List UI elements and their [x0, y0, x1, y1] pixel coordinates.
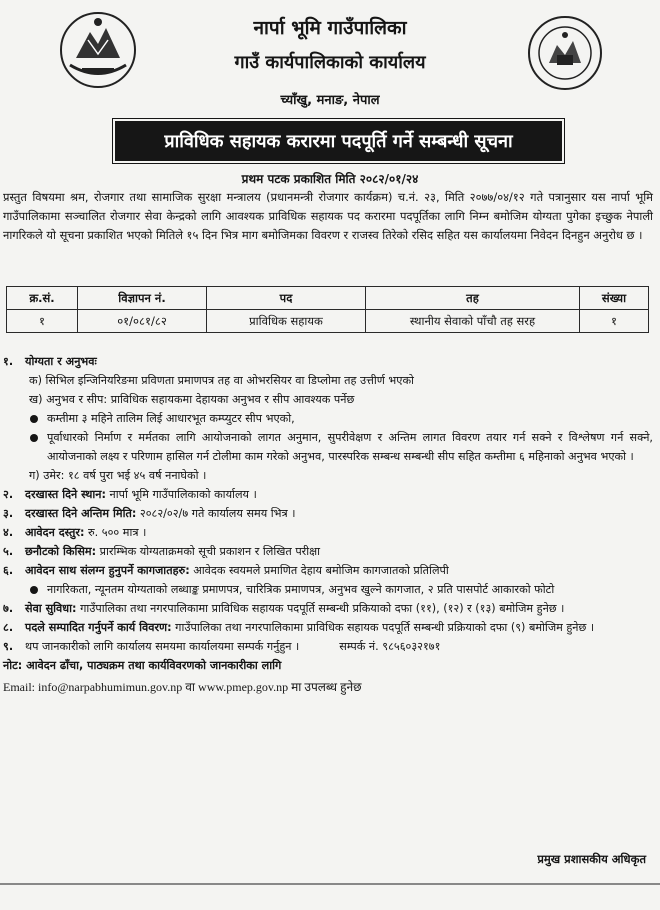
- col-post: पद: [207, 287, 366, 310]
- cell-level: स्थानीय सेवाको पाँचौ तह सरह: [366, 310, 580, 333]
- header: [0, 0, 660, 118]
- table-row: [7, 310, 649, 333]
- municipality-seal-icon: [527, 15, 603, 91]
- cell-post: प्राविधिक सहायक: [207, 310, 366, 333]
- section-selection: ५. छनौटको किसिम: प्रारम्भिक योग्यताक्रमको सूची प्रकाशन र लिखित परीक्षा: [3, 545, 321, 558]
- list-item: पूर्वाधारको निर्माण र मर्मतका लागि आयोजनाको लागत अनुमान, सुपरीवेक्षण र अन्तिम लागत विवरण तयार गर्न सक्ने र विश्लेषण गर्न सक्ने, आयोजनाको लक्ष्य र परिणाम हासिल गर्न टोलीमा काम गरेको अनुभव, पारस्परिक सम्बन्ध सम्बन्धी सीप सहित कम्तीमा ६ महिनाको अनुभव भएको ।: [3, 428, 653, 466]
- notice-sections: [3, 352, 653, 697]
- section-title: योग्यता र अनुभवः: [25, 355, 97, 368]
- office-name: गाउँ कार्यपालिकाको कार्यालय: [234, 52, 426, 73]
- cell-ad-number: ०१/०८१/८२: [78, 310, 207, 333]
- section-documents: ६. आवेदन साथ संलग्न हुनुपर्ने कागजातहरु: आवेदक स्वयमले प्रमाणित देहाय बमोजिम कागजातको प्रतिलिपी: [3, 564, 449, 577]
- cell-count: १: [580, 310, 649, 333]
- cell-serial: १: [7, 310, 78, 333]
- divider: [0, 883, 660, 885]
- contact-number: सम्पर्क नं. ९८५६०३२१७१: [339, 640, 441, 653]
- published-date: प्रथम पटक प्रकाशित मिति २०८२/०१/२४: [241, 172, 419, 186]
- col-serial: क्र.सं.: [7, 287, 78, 310]
- notice-title: प्राविधिक सहायक करारमा पदपूर्ति गर्ने सम्बन्धी सूचना: [115, 121, 562, 161]
- section-qualification: १. योग्यता र अनुभवः: [3, 355, 97, 368]
- section-fee: ४. आवेदन दस्तुर: रु. ५०० मात्र ।: [3, 526, 147, 539]
- qualification-c: ग) उमेर: १८ वर्ष पुरा भई ४५ वर्ष ननाघेको ।: [29, 469, 207, 482]
- col-ad-number: विज्ञापन नं.: [78, 287, 207, 310]
- qualification-a: क) सिभिल इन्जिनियरिङमा प्रविणता प्रमाणपत्र तह वा ओभरसियर वा डिप्लोमा तह उत्तीर्ण भएको: [29, 374, 414, 387]
- col-level: तह: [366, 287, 580, 310]
- email-line: Email: info@narpabhumimun.gov.np वा www.pmep.gov.np मा उपलब्ध हुनेछ: [3, 680, 362, 694]
- section-application-place: २. दरखास्त दिने स्थान: नार्पा भूमि गाउँपालिकाको कार्यालय ।: [3, 488, 257, 501]
- intro-paragraph: प्रस्तुत विषयमा श्रम, रोजगार तथा सामाजिक सुरक्षा मन्त्रालय (प्रधानमन्त्री रोजगार कार्यक्रम) च.नं. २३, मिति २०७७/०४/१२ गते पत्रानुसार यस नार्पा भूमि गाउँपालिकामा सञ्चालित रोजगार सेवा केन्द्रको लागि आवश्यक प्राविधिक सहायक पद करारमा पदपूर्तिका लागि निम्न बमोजिम योग्यता पुगेका इच्छुक नेपाली नागरिकले यो सूचना प्रकाशित भएको मितिले १५ दिन भित्र माग बमोजिमका विवरण र राजस्व तिरेको रसिद सहित यस कार्यालयमा निवेदन दिनहुन अनुरोध छ ।: [3, 190, 653, 242]
- signature-label: प्रमुख प्रशासकीय अधिकृत: [537, 852, 646, 866]
- section-facilities: ७. सेवा सुविधा: गाउँपालिका तथा नगरपालिकामा प्राविधिक सहायक पदपूर्ति सम्बन्धी प्रकियाको दफा (११), (१२) र (१३) बमोजिम हुनेछ ।: [3, 602, 565, 615]
- vacancy-table: [6, 286, 649, 333]
- note: नोट: आवेदन ढाँचा, पाठ्यक्रम तथा कार्यविवरणको जानकारीका लागि: [3, 659, 282, 672]
- list-item: नागरिकता, न्यूनतम योग्यताको लब्धाङ्क प्रमाणपत्र, चारित्रिक प्रमाणपत्र, अनुभव खुल्ने कागजात, २ प्रति पासपोर्ट आकारको फोटो: [3, 580, 653, 599]
- section-contact: ९. थप जानकारीको लागि कार्यालय समयमा कार्यालयमा सम्पर्क गर्नुहुन । सम्पर्क नं. ९८५६०३२१७१: [3, 640, 441, 653]
- list-item: कम्तीमा ३ महिने तालिम लिई आधारभूत कम्प्युटर सीप भएको,: [3, 409, 653, 428]
- section-deadline: ३. दरखास्त दिने अन्तिम मिति: २०८२/०२/७ गते कार्यालय समय भित्र ।: [3, 507, 296, 520]
- municipality-name: नार्पा भूमि गाउँपालिका: [253, 17, 407, 39]
- col-count: संख्या: [580, 287, 649, 310]
- office-address: च्याँखु, मनाङ, नेपाल: [280, 93, 380, 108]
- qualification-b: ख) अनुभव र सीप: प्राविधिक सहायकमा देहायका अनुभव र सीप आवश्यक पर्नेछ: [29, 393, 355, 406]
- section-job-description: ८. पदले सम्पादित गर्नुपर्ने कार्य विवरण: गाउँपालिका तथा नगरपालिकामा प्राविधिक सहायक पदपूर्ति सम्बन्धी प्रक्रियाको दफा (९) बमोजिम हुनेछ ।: [3, 621, 595, 634]
- table-header-row: [7, 287, 649, 310]
